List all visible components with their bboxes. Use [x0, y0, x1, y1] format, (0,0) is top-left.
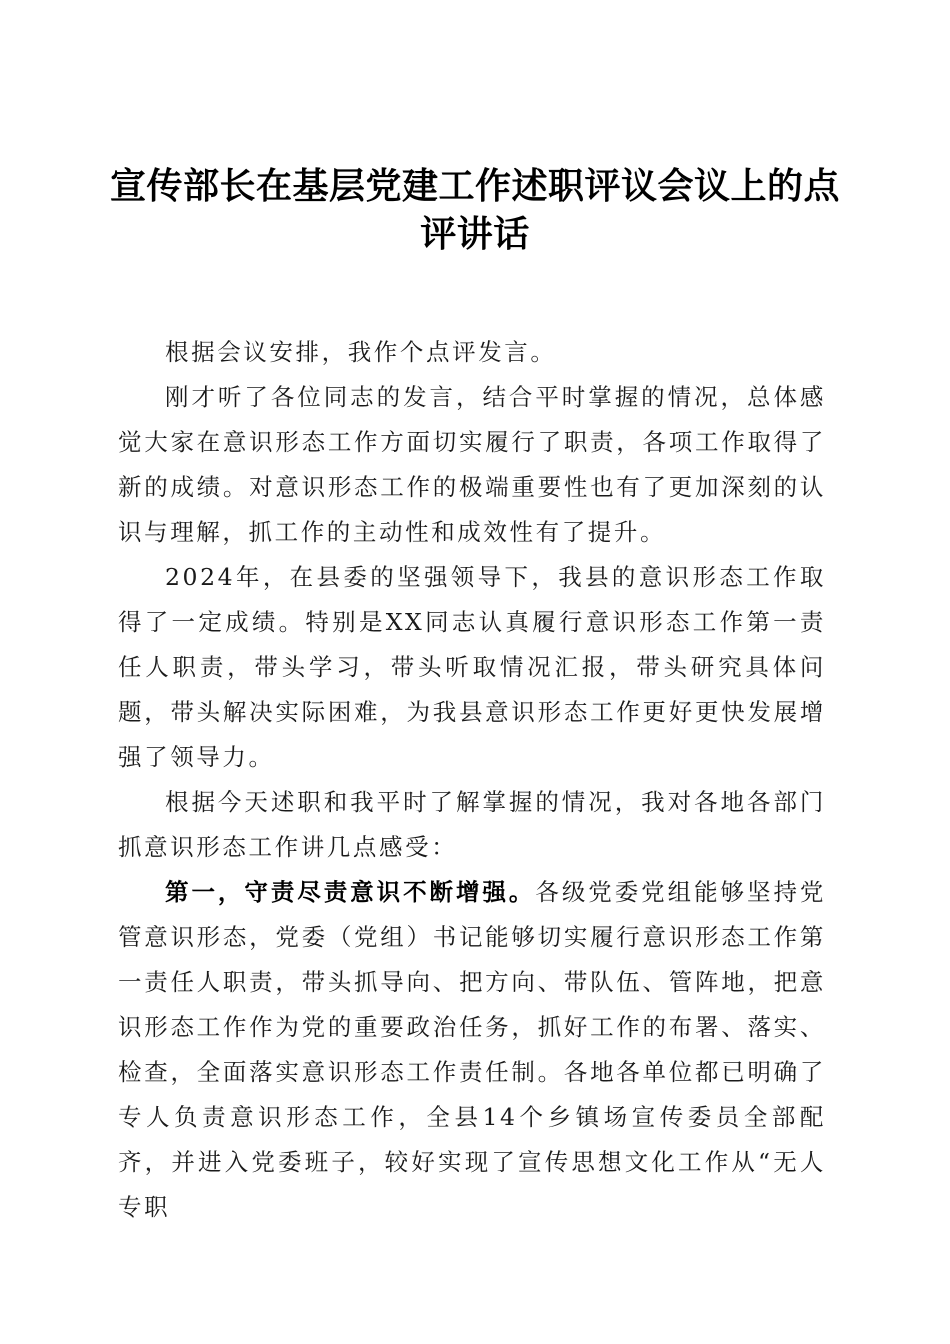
document-title: 宣传部长在基层党建工作述职评议会议上的点评讲话 — [110, 165, 841, 255]
paragraph-4 — [118, 780, 826, 870]
paragraph-1 — [118, 330, 826, 375]
paragraph-text: 刚才听了各位同志的发言，结合平时掌握的情况，总体感觉大家在意识形态工作方面切实履行了职责，各项工作取得了新的成绩。对意识形态工作的极端重要性也有了更加深刻的认识与理解，抓工作的主动性和成效性有了提升。 — [118, 383, 826, 546]
paragraph-text: 各级党委党组能够坚持党管意识形态，党委（党组）书记能够切实履行意识形态工作第一责任人职责，带头抓导向、把方向、带队伍、管阵地，把意识形态工作作为党的重要政治任务，抓好工作的布署、落实、检查，全面落实意识形态工作责任制。各地各单位都已明确了专人负责意识形态工作，全县14个乡镇场宣传委员全部配齐，并进入党委班子，较好实现了宣传思想文化工作从“无人专职 — [118, 878, 826, 1221]
document-body — [118, 330, 826, 1230]
paragraph-text: 2024年，在县委的坚强领导下，我县的意识形态工作取得了一定成绩。特别是XX同志认真履行意识形态工作第一责任人职责，带头学习，带头听取情况汇报，带头研究具体问题，带头解决实际困难，为我县意识形态工作更好更快发展增强了领导力。 — [118, 563, 826, 771]
paragraph-lead-heading: 第一，守责尽责意识不断增强。 — [165, 878, 536, 906]
paragraph-text: 根据会议安排，我作个点评发言。 — [165, 338, 557, 366]
paragraph-2 — [118, 375, 826, 555]
paragraph-5 — [118, 870, 826, 1230]
paragraph-text: 根据今天述职和我平时了解掌握的情况，我对各地各部门抓意识形态工作讲几点感受： — [118, 788, 826, 861]
paragraph-3 — [118, 555, 826, 780]
